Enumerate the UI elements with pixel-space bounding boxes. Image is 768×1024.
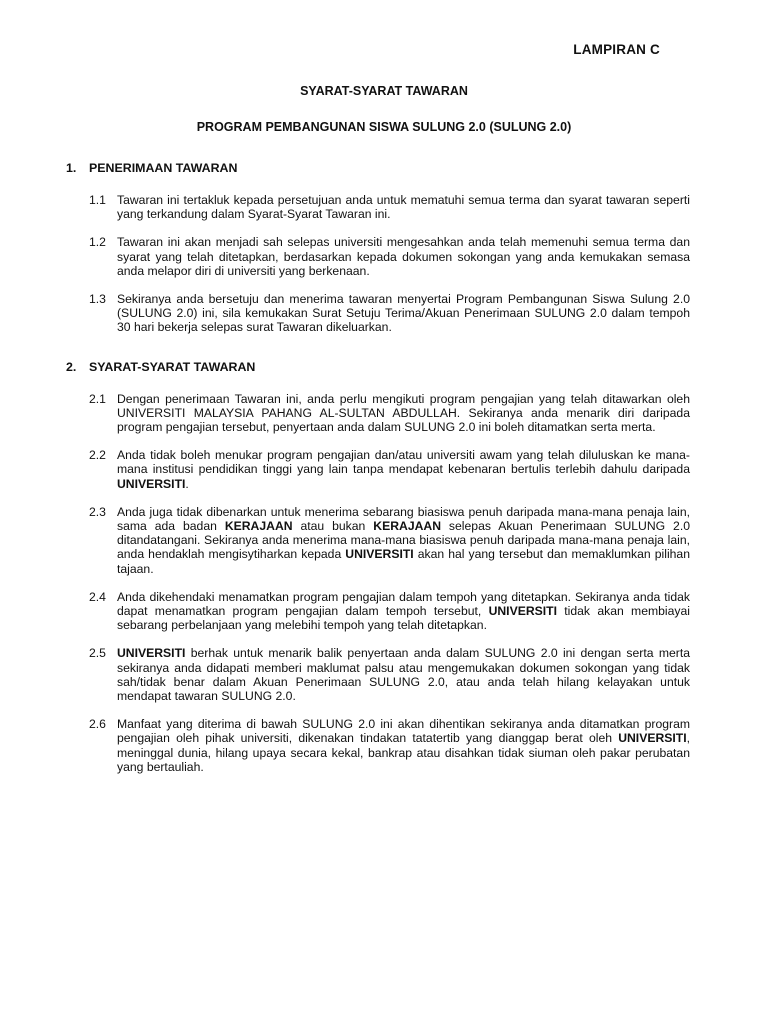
clause-text — [117, 292, 690, 335]
text-run: Tawaran ini akan menjadi sah selepas universiti mengesahkan anda telah memenuhi semua terma dan syarat yang telah ditetapkan, berdasarkan kepada dokumen sokongan yang anda kemukakan semasa anda melapor diri di universiti yang berkenaan. — [117, 235, 690, 278]
text-run: Sekiranya anda bersetuju dan menerima tawaran menyertai Program Pembangunan Siswa Sulung 2.0 (SULUNG 2.0) ini, sila kemukakan Surat Setuju Terima/Akuan Penerimaan SULUNG 2.0 dalam tempoh 30 hari bekerja selepas surat Tawaran dikeluarkan. — [117, 292, 690, 335]
text-run: Tawaran ini tertakluk kepada persetujuan anda untuk mematuhi semua terma dan syarat tawaran seperti yang terkandung dalam Syarat-Syarat Tawaran ini. — [117, 193, 690, 222]
section-title: SYARAT-SYARAT TAWARAN — [89, 359, 256, 374]
clause-text — [117, 717, 690, 774]
text-run: akan hal yang tersebut dan memaklumkan pilihan tajaan. — [117, 547, 690, 576]
emphasis-text: UNIVERSITI — [488, 604, 557, 619]
clause — [89, 292, 690, 335]
clause-number: 2.3 — [89, 504, 106, 519]
appendix-label: LAMPIRAN C — [573, 42, 660, 57]
section-number: 2. — [66, 359, 77, 374]
section-number: 1. — [66, 161, 77, 175]
text-run: Manfaat yang diterima di bawah SULUNG 2.0 ini akan dihentikan sekiranya anda ditamatkan program pengajian oleh pihak universiti, dikenakan tindakan tatatertib yang dianggap berat oleh — [117, 717, 690, 746]
clause-number: 2.2 — [89, 448, 106, 463]
clause-number: 1.1 — [89, 193, 106, 207]
emphasis-text: KERAJAAN — [224, 519, 293, 534]
clause — [89, 235, 690, 278]
clause — [89, 505, 690, 576]
text-run: Dengan penerimaan Tawaran ini, anda perlu mengikuti program pengajian yang telah ditawarkan oleh UNIVERSITI MALAYSIA PAHANG AL-SULTAN ABDULLAH. Sekiranya anda menarik diri daripada program pengajian tersebut, penyertaan anda dalam SULUNG 2.0 ini boleh ditamatkan serta merta. — [117, 391, 690, 435]
clause-number: 2.4 — [89, 589, 106, 604]
emphasis-text: UNIVERSITI — [618, 731, 687, 746]
clause — [89, 193, 690, 221]
clause-number: 2.6 — [89, 717, 106, 732]
clause — [89, 590, 690, 633]
clause-text — [117, 193, 690, 221]
text-run: Anda dikehendaki menamatkan program pengajian dalam tempoh yang ditetapkan. Sekiranya anda tidak dapat menamatkan program pengajian dalam tempoh tersebut, — [117, 589, 690, 619]
document-body — [66, 159, 690, 788]
clause-number: 2.1 — [89, 391, 106, 406]
section-heading — [66, 159, 690, 177]
document-title: SYARAT-SYARAT TAWARAN — [300, 84, 468, 98]
section-syarat-syarat-tawaran — [66, 358, 690, 774]
clause — [89, 717, 690, 774]
emphasis-text: UNIVERSITI — [117, 476, 186, 491]
text-run: , meninggal dunia, hilang upaya secara kekal, bankrap atau disahkan tidak siuman oleh pakar perubatan yang bertauliah. — [117, 731, 690, 774]
clause-text — [117, 235, 690, 278]
clause-number: 1.3 — [89, 292, 106, 307]
clause-text — [117, 392, 690, 435]
clause-number: 1.2 — [89, 235, 106, 250]
section-penerimaan-tawaran — [66, 159, 690, 335]
clause-text — [117, 505, 690, 576]
text-run: Anda tidak boleh menukar program pengajian dan/atau universiti awam yang telah diluluskan ke mana-mana institusi pendidikan tinggi yang lain tanpa mendapat kebenaran bertulis terlebih dahulu daripada — [117, 448, 690, 477]
text-run: atau bukan — [292, 519, 374, 534]
clause-text — [117, 646, 690, 703]
text-run: tidak akan membiayai sebarang perbelanjaan yang melebihi tempoh yang telah ditetapkan. — [117, 604, 690, 633]
emphasis-text: KERAJAAN — [373, 519, 441, 534]
text-run: Anda juga tidak dibenarkan untuk menerima sebarang biasiswa penuh daripada mana-mana penaja lain, sama ada badan — [117, 504, 690, 534]
document-subtitle: PROGRAM PEMBANGUNAN SISWA SULUNG 2.0 (SULUNG 2.0) — [196, 120, 572, 134]
clause — [89, 392, 690, 435]
clause — [89, 646, 690, 703]
section-heading — [66, 358, 690, 376]
clause-text — [117, 448, 690, 491]
emphasis-text: UNIVERSITI — [117, 646, 186, 661]
section-title: PENERIMAAN TAWARAN — [89, 161, 238, 175]
text-run: selepas Akuan Penerimaan SULUNG 2.0 ditandatangani. Sekiranya anda menerima mana-mana biasiswa penuh daripada mana-mana penaja lain, anda hendaklah mengisytiharkan kepada — [117, 519, 690, 562]
clause-number: 2.5 — [89, 646, 106, 661]
text-run: . — [185, 476, 189, 491]
clause — [89, 448, 690, 491]
emphasis-text: UNIVERSITI — [345, 547, 414, 562]
text-run: berhak untuk menarik balik penyertaan anda dalam SULUNG 2.0 ini dengan serta merta sekiranya anda didapati memberi maklumat palsu atau mengemukakan dokumen sokongan yang tidak sah/tidak benar dalam Akuan Penerimaan SULUNG 2.0, atau anda telah hilang kelayakan untuk mendapat tawaran SULUNG 2.0. — [117, 646, 690, 704]
clause-text — [117, 590, 690, 633]
